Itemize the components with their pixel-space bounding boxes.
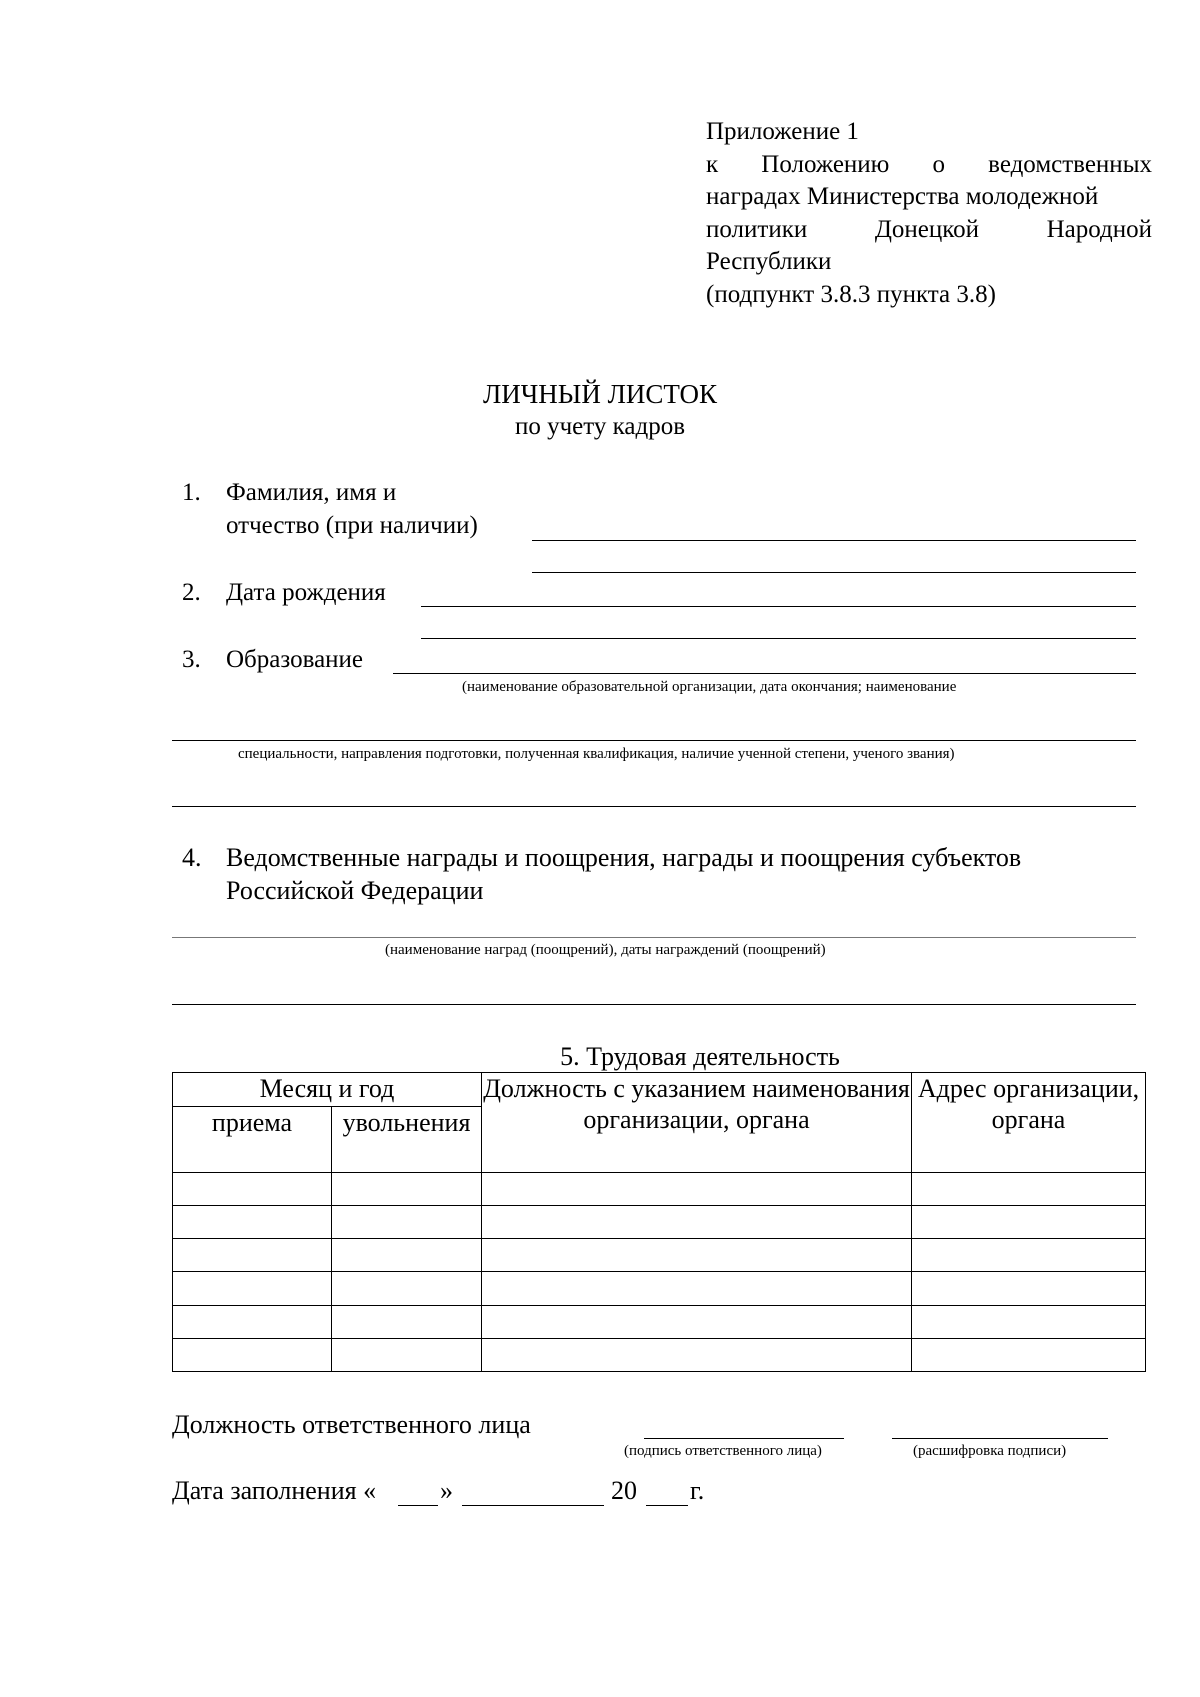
dismissal-cell[interactable] (332, 1239, 482, 1272)
name-input-line-2[interactable] (532, 572, 1136, 573)
signature-hint: (подпись ответственного лица) (624, 1443, 822, 1459)
education-input-line-2[interactable] (172, 740, 1136, 741)
fill-date-quote-close: » (440, 1476, 453, 1505)
page-title: ЛИЧНЫЙ ЛИСТОК (482, 379, 718, 409)
dismissal-cell[interactable] (332, 1305, 482, 1338)
appendix-line-2: к Положению о ведомственных (706, 150, 1152, 178)
position-cell[interactable] (482, 1338, 912, 1371)
table-row (173, 1206, 1146, 1239)
field-2-label: Дата рождения (226, 579, 386, 606)
address-cell[interactable] (912, 1272, 1146, 1305)
position-cell[interactable] (482, 1206, 912, 1239)
fill-date-day-input[interactable] (398, 1505, 438, 1506)
name-input-line-1[interactable] (532, 540, 1136, 541)
work-activity-heading: 5. Трудовая деятельность (560, 1042, 840, 1071)
awards-input-line-2[interactable] (172, 1004, 1136, 1005)
fill-date-month-input[interactable] (462, 1505, 604, 1506)
signature-input-line[interactable] (644, 1438, 844, 1439)
table-row (173, 1239, 1146, 1272)
dismissal-cell[interactable] (332, 1206, 482, 1239)
field-2-number: 2. (182, 579, 201, 606)
field-1-label-line-2: отчество (при наличии) (226, 512, 478, 539)
position-cell[interactable] (482, 1272, 912, 1305)
hire-cell[interactable] (173, 1305, 332, 1338)
dismissal-cell[interactable] (332, 1272, 482, 1305)
field-4-label-line-2: Российской Федерации (226, 876, 484, 905)
hire-cell[interactable] (173, 1272, 332, 1305)
address-cell[interactable] (912, 1206, 1146, 1239)
appendix-line-5: Республики (706, 248, 832, 275)
table-row (173, 1173, 1146, 1206)
dismissal-cell[interactable] (332, 1338, 482, 1371)
appendix-line-6: (подпункт 3.8.3 пункта 3.8) (706, 280, 996, 308)
page-subtitle: по учету кадров (514, 413, 686, 440)
fill-date-label: Дата заполнения « (172, 1476, 377, 1505)
dismissal-cell[interactable] (332, 1173, 482, 1206)
hire-cell[interactable] (173, 1173, 332, 1206)
awards-input-line-1[interactable] (172, 937, 1136, 938)
address-header: Адрес организации, органа (912, 1073, 1146, 1173)
education-input-line-3[interactable] (172, 806, 1136, 807)
fill-date-year-prefix: 20 (611, 1476, 637, 1505)
appendix-line-4: политики Донецкой Народной (706, 215, 1152, 243)
birth-date-input-line-1[interactable] (421, 606, 1136, 607)
address-cell[interactable] (912, 1305, 1146, 1338)
appendix-note (706, 116, 1152, 311)
field-3-number: 3. (182, 646, 201, 673)
signature-decoding-input-line[interactable] (892, 1438, 1108, 1439)
address-cell[interactable] (912, 1239, 1146, 1272)
table-row (173, 1272, 1146, 1305)
position-cell[interactable] (482, 1305, 912, 1338)
appendix-line-1: Приложение 1 (706, 118, 859, 145)
appendix-line-3: наградах Министерства молодежной (706, 183, 1099, 210)
education-hint-1: (наименование образовательной организации, дата окончания; наименование (462, 679, 957, 695)
work-activity-table (172, 1072, 1146, 1372)
field-4-number: 4. (182, 843, 202, 872)
position-cell[interactable] (482, 1173, 912, 1206)
hire-header: приема (173, 1106, 332, 1172)
dismissal-header: увольнения (332, 1106, 482, 1172)
position-header: Должность с указанием наименования организации, органа (482, 1073, 912, 1173)
signature-decoding-hint: (расшифровка подписи) (913, 1443, 1067, 1459)
responsible-person-label: Должность ответственного лица (172, 1410, 531, 1439)
field-1-number: 1. (182, 479, 201, 506)
position-cell[interactable] (482, 1239, 912, 1272)
hire-cell[interactable] (173, 1206, 332, 1239)
field-3-label: Образование (226, 646, 364, 673)
hire-cell[interactable] (173, 1239, 332, 1272)
fill-date-year-input[interactable] (646, 1505, 688, 1506)
field-4-label-line-1: Ведомственные награды и поощрения, награды и поощрения субъектов (226, 843, 1022, 872)
awards-hint: (наименование наград (поощрений), даты награждений (поощрений) (385, 942, 826, 958)
table-row (173, 1305, 1146, 1338)
month-year-header: Месяц и год (173, 1073, 482, 1107)
field-1-label-line-1: Фамилия, имя и (226, 479, 397, 506)
address-cell[interactable] (912, 1338, 1146, 1371)
education-input-line-1[interactable] (393, 673, 1136, 674)
hire-cell[interactable] (173, 1338, 332, 1371)
education-hint-2: специальности, направления подготовки, полученная квалификация, наличие ученной степени, ученого звания) (238, 746, 955, 762)
fill-date-year-suffix: г. (690, 1476, 705, 1505)
address-cell[interactable] (912, 1173, 1146, 1206)
table-row (173, 1338, 1146, 1371)
birth-date-input-line-2[interactable] (421, 638, 1136, 639)
